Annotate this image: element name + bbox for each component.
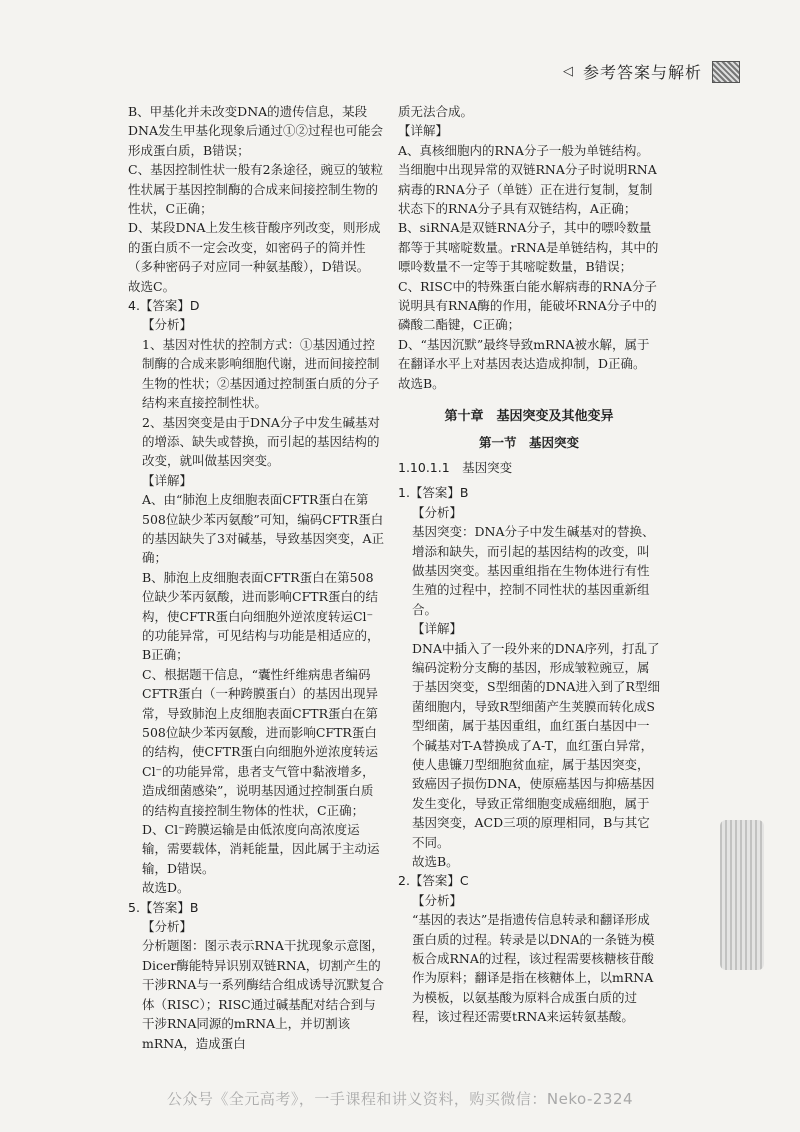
footer-watermark: 公众号《全元高考》，一手课程和讲义资料，购买微信：Neko-2324 xyxy=(166,1090,634,1108)
chapter-title: 第十章 基因突变及其他变异 xyxy=(444,409,614,425)
section-title: 第一节 基因突变 xyxy=(478,434,579,450)
paragraph: 故选C。 xyxy=(128,278,176,294)
answer-label: 5.【答案】B xyxy=(128,899,199,915)
paragraph: 故选D。 xyxy=(142,880,190,896)
paragraph: 基因突变：DNA分子中发生碱基对的替换、增添和缺失，而引起的基因结构的改变，叫做基因突变。基因重组指在生物体进行有性生殖的过程中，控制不同性状的基因重新组合。 xyxy=(412,524,655,617)
paragraph: D、某段DNA上发生核苷酸序列改变，则形成的蛋白质不一定会改变，如密码子的简并性（多种密码子对应同一种氨基酸），D错误。 xyxy=(128,220,381,275)
scan-stain xyxy=(720,820,764,970)
paragraph: 质无法合成。 xyxy=(398,104,474,119)
page-header xyxy=(563,60,740,83)
paragraph: 2、基因突变是由于DNA分子中发生碱基对的增添、缺失或替换，而引起的基因结构的改变，就叫做基因突变。 xyxy=(142,414,380,469)
section-label: 【详解】 xyxy=(398,123,449,139)
paragraph: “基因的表达”是指遗传信息转录和翻译形成蛋白质的过程。转录是以DNA的一条链为模板合成RNA的过程，该过程需要核糖核苷酸作为原料；翻译是指在核糖体上，以mRNA为模板，以氨基酸为原料合成蛋白质的过程，该过程还需要tRNA来运转氨基酸。 xyxy=(412,912,655,1025)
paragraph: 1、基因对性状的控制方式：①基因通过控制酶的合成来影响细胞代谢，进而间接控制生物的性状；②基因通过控制蛋白质的分子结构来直接控制性状。 xyxy=(142,336,380,411)
answer-label: 2.【答案】C xyxy=(398,873,469,889)
paragraph: D、Cl⁻跨膜运输是由低浓度向高浓度运输，需要载体，消耗能量，因此属于主动运输，D错误。 xyxy=(142,822,380,876)
paragraph: C、基因控制性状一般有2条途径，豌豆的皱粒性状属于基因控制酶的合成来间接控制生物的性状，C正确； xyxy=(128,162,384,217)
publisher-logo-icon xyxy=(712,61,740,83)
right-column xyxy=(398,102,660,1027)
paragraph: DNA中插入了一段外来的DNA序列，打乱了编码淀粉分支酶的基因，形成皱粒豌豆，属于基因突变，S型细菌的DNA进入到了R型细菌细胞内，导致R型细菌产生荚膜而转化成S型细菌，属于基因重组，血红蛋白基因中一个碱基对T-A替换成了A-T，血红蛋白异常，使人患镰刀型细胞贫血症，属于基因突变，致癌因子损伤DNA，使原癌基因与抑癌基因发生变化，导致正常细胞变成癌细胞，属于基因突变，ACD三项的原理相同，B与其它不同。 xyxy=(412,640,660,850)
paragraph: D、“基因沉默”最终导致mRNA被水解，属于在翻译水平上对基因表达造成抑制，D正确。 xyxy=(398,336,650,372)
section-label: 【分析】 xyxy=(412,892,463,908)
paragraph: 分析题图：图示表示RNA干扰现象示意图，Dicer酶能特异识别双链RNA，切割产生的干涉RNA与一系列酶结合组成诱导沉默复合体（RISC）；RISC通过碱基配对结合到与干涉RNA同源的mRNA上，并切割该mRNA，造成蛋白 xyxy=(142,938,384,1051)
paragraph: A、真核细胞内的RNA分子一般为单链结构。当细胞中出现异常的双链RNA分子时说明RNA病毒的RNA分子（单链）正在进行复制，复制状态下的RNA分子具有双链结构，A正确； xyxy=(398,142,657,217)
page-header-title: 参考答案与解析 xyxy=(582,63,702,82)
section-label: 【详解】 xyxy=(412,621,463,637)
paragraph: 故选B。 xyxy=(412,854,459,870)
paragraph: B、肺泡上皮细胞表面CFTR蛋白在第508位缺少苯丙氨酸，进而影响CFTR蛋白的结构，使CFTR蛋白向细胞外逆浓度转运Cl⁻的功能异常，可见结构与功能是相适应的，B正确； xyxy=(142,569,380,663)
paragraph: 故选B。 xyxy=(398,375,445,391)
subsection-title: 1.10.1.1 基因突变 xyxy=(398,459,513,475)
section-label: 【分析】 xyxy=(142,317,193,333)
answer-label: 1.【答案】B xyxy=(398,485,469,501)
paragraph: B、甲基化并未改变DNA的遗传信息，某段DNA发生甲基化现象后通过①②过程也可能会形成蛋白质，B错误； xyxy=(128,104,383,158)
paragraph: B、siRNA是双链RNA分子，其中的嘌呤数量都等于其嘧啶数量。rRNA是单链结构，其中的嘌呤数量不一定等于其嘧啶数量，B错误； xyxy=(398,220,659,275)
section-label: 【分析】 xyxy=(142,919,193,935)
paragraph: A、由“肺泡上皮细胞表面CFTR蛋白在第508位缺少苯丙氨酸”可知，编码CFTR蛋白的基因缺失了3对碱基，导致基因突变，A正确； xyxy=(142,492,384,566)
section-label: 【分析】 xyxy=(412,504,463,520)
paragraph: C、根据题干信息，“囊性纤维病患者编码CFTR蛋白（一种跨膜蛋白）的基因出现异常，导致肺泡上皮细胞表面CFTR蛋白在第508位缺少苯丙氨酸，进而影响CFTR蛋白的结构，使CFTR蛋白向细胞外逆浓度转运Cl⁻的功能异常，患者支气管中黏液增多，造成细菌感染”，说明基因通过控制蛋白质的结构直接控制生物体的性状，C正确； xyxy=(142,666,378,818)
section-label: 【详解】 xyxy=(142,472,193,488)
page-arrow-icon: ◁ xyxy=(562,64,573,79)
left-column xyxy=(128,102,384,1053)
paragraph: C、RISC中的特殊蛋白能水解病毒的RNA分子说明具有RNA酶的作用，能破坏RNA分子中的磷酸二酯键，C正确； xyxy=(398,278,657,333)
answer-label: 4.【答案】D xyxy=(128,298,200,314)
